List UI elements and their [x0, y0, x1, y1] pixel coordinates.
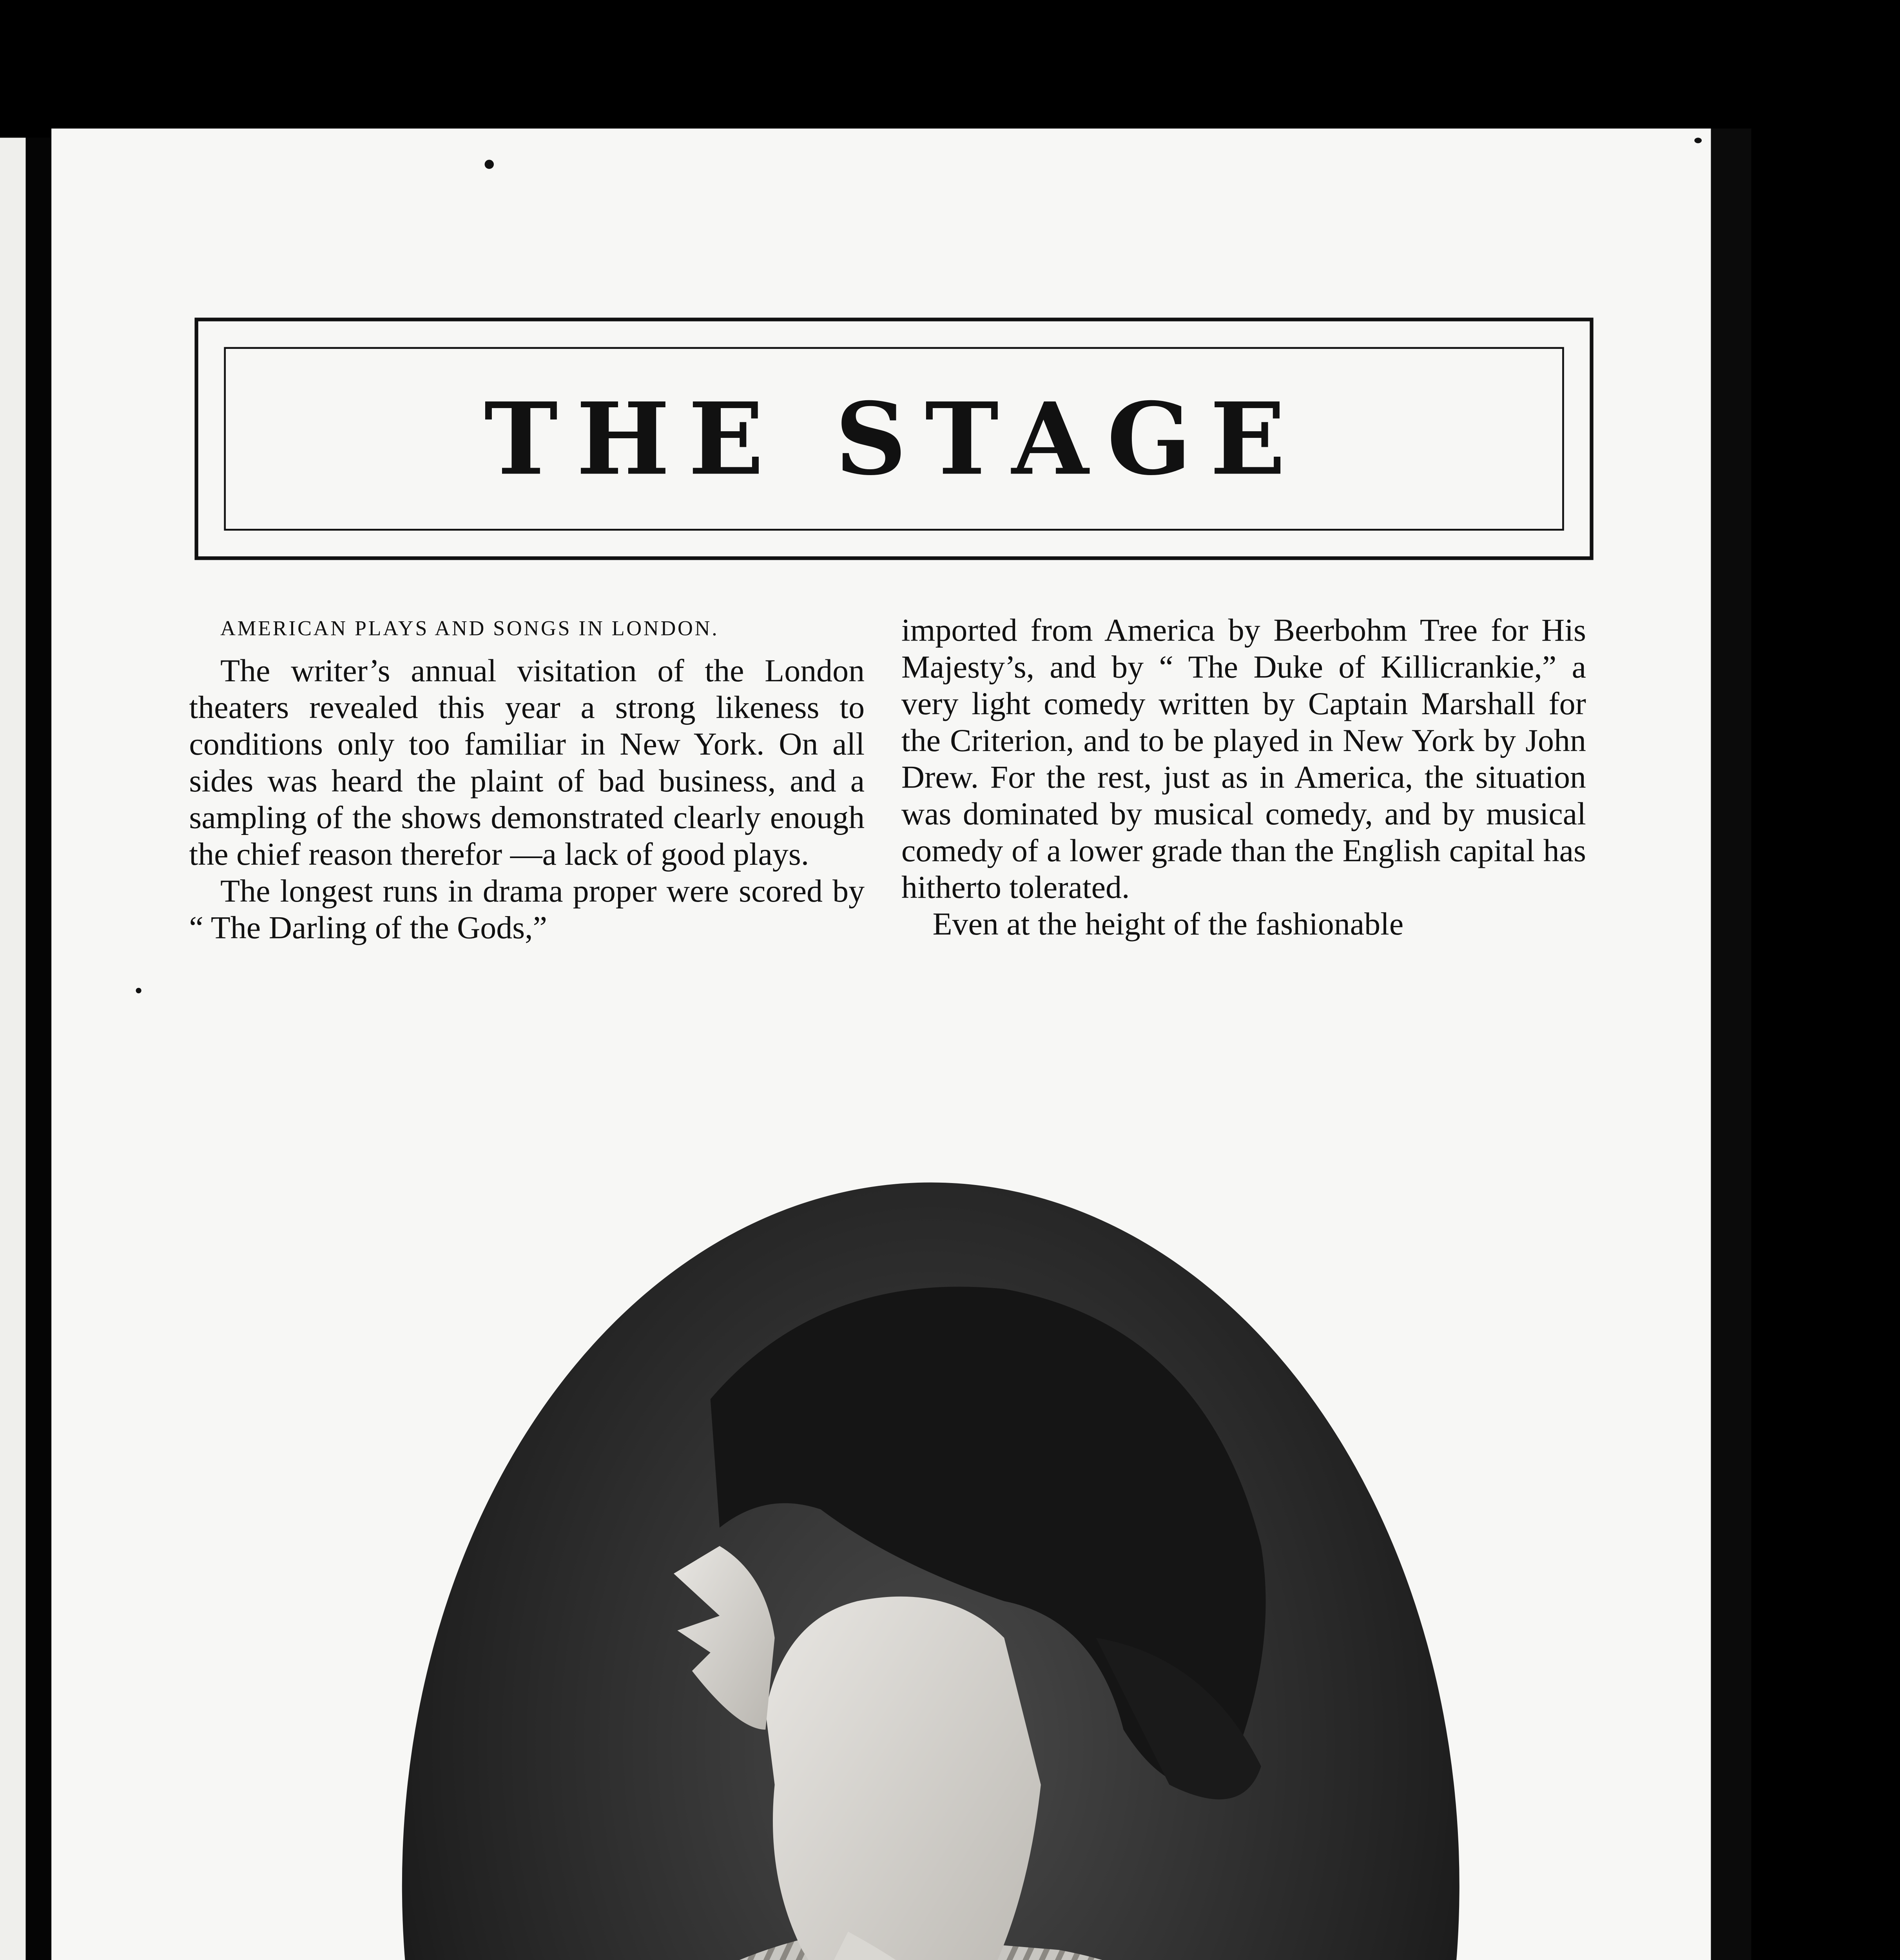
left-page-edge — [0, 138, 26, 1960]
article-paragraph: The longest runs in drama proper were scored by “ The Darling of the Gods,” — [189, 872, 865, 946]
ink-speck — [136, 988, 141, 993]
portrait-photograph — [398, 1179, 1463, 1960]
article-paragraph: imported from America by Beerbohm Tree for His Majesty’s, and by “ The Duke of Killicrankie,” a very light comedy written by Captain Marshall for the Criterion, and to be played in New York by John Drew. For the rest, just as in America, the situation was dominated by musical comedy, and by musical comedy of a lower grade than the English capital has hitherto tolerated. — [901, 611, 1586, 906]
text-column-left — [189, 612, 865, 946]
section-title: THE STAGE — [484, 380, 1304, 498]
right-page-edge — [1711, 129, 1751, 1960]
text-column-right — [901, 612, 1586, 942]
magazine-page — [51, 129, 1711, 1960]
section-title-frame — [195, 318, 1594, 560]
article-subheading: AMERICAN PLAYS AND SONGS IN LONDON. — [220, 619, 719, 641]
article-paragraph: Even at the height of the fashionable — [932, 905, 1404, 942]
ink-speck — [1694, 138, 1702, 143]
portrait-oval-image — [398, 1179, 1463, 1960]
article-paragraph: The writer’s annual visitation of the London theaters revealed this year a strong likeness to conditions only too familiar in New York. On all sides was heard the plaint of bad business, and a sampling of the shows demonstrated clearly enough the chief reason therefor —a lack of good plays. — [189, 652, 865, 872]
book-spine — [26, 138, 52, 1960]
ink-speck — [485, 160, 494, 169]
section-title-inner-frame — [224, 347, 1564, 530]
